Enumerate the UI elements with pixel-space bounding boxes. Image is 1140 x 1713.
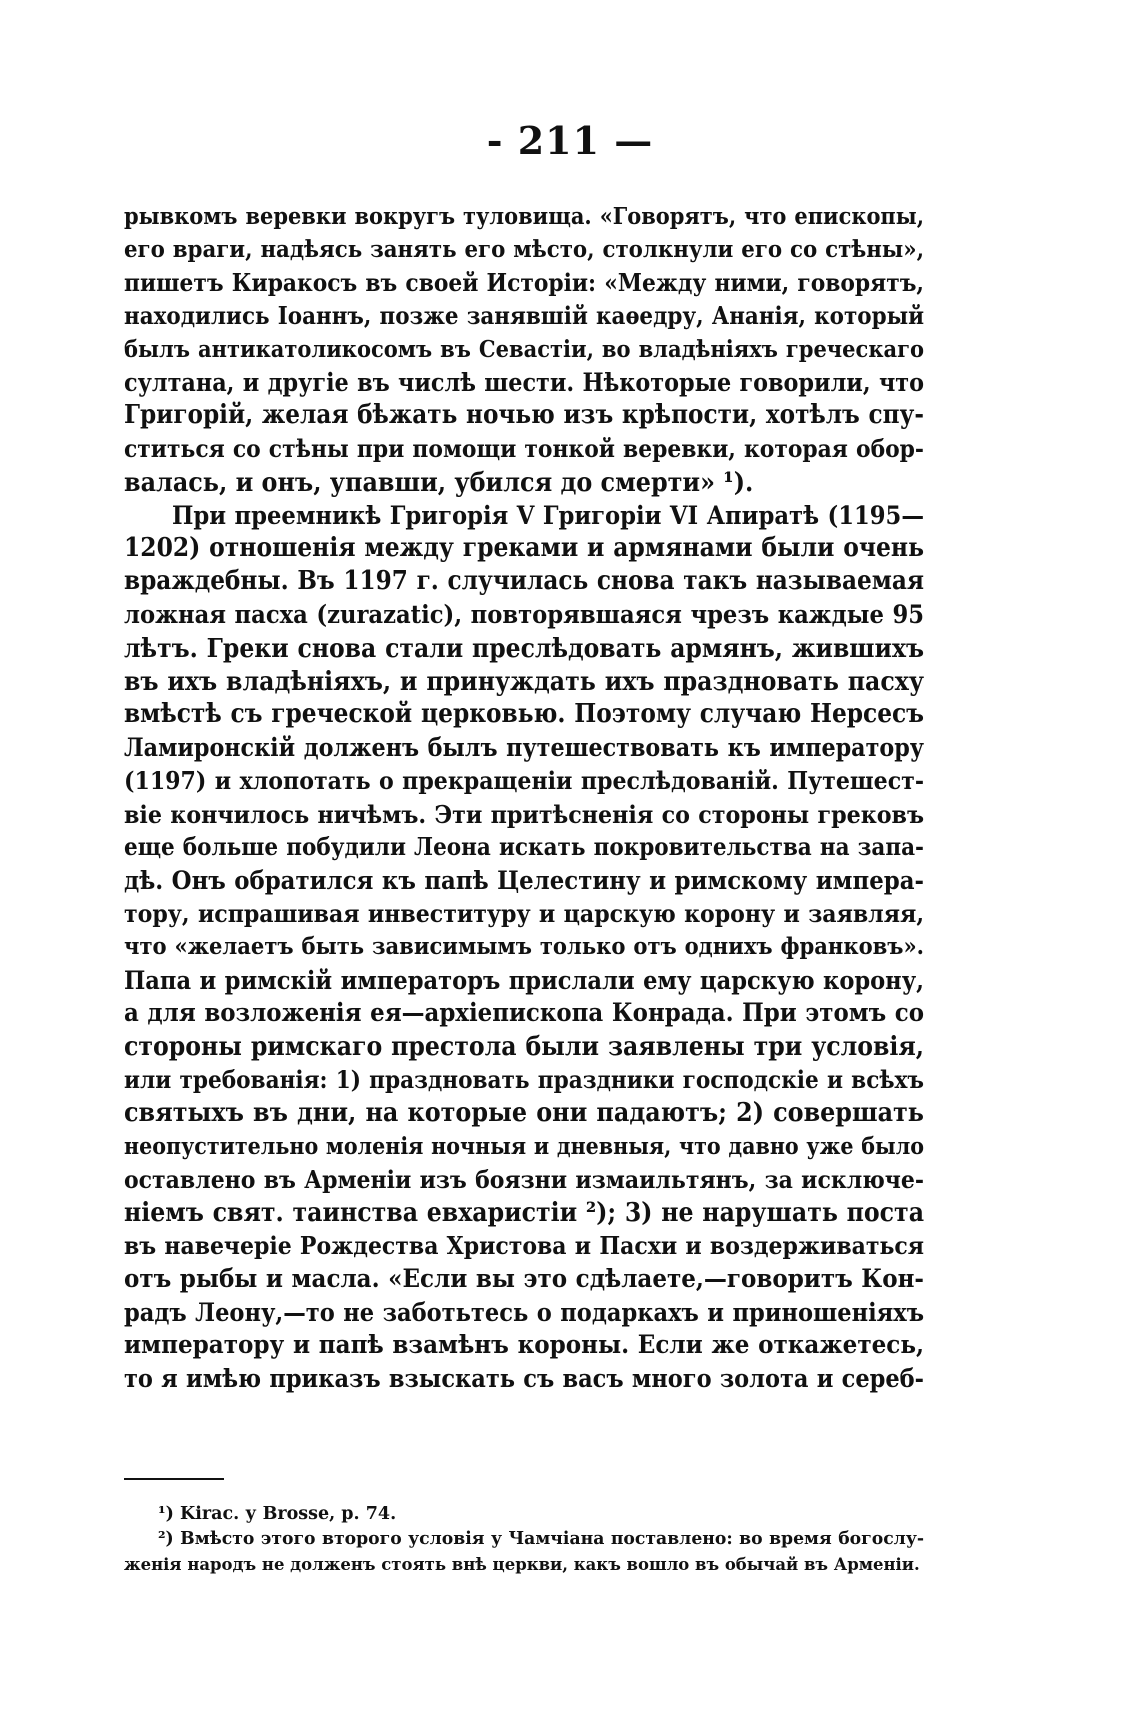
- text-line: былъ антикатоликосомъ въ Севастіи, во владѣніяхъ греческаго: [124, 334, 924, 363]
- text-line: віе кончилось ничѣмъ. Эти притѣсненія со стороны грековъ: [124, 799, 924, 829]
- text-line: Григорій, желая бѣжать ночью изъ крѣпости, хотѣлъ спу-: [124, 400, 924, 431]
- body-text: [124, 200, 924, 1395]
- footnote-line: ¹) Kirac. у Brosse, p. 74.: [158, 1504, 397, 1524]
- text-line: дѣ. Онъ обратился къ папѣ Целестину и римскому импера-: [124, 865, 924, 896]
- text-line: рывкомъ веревки вокругъ туловища. «Говорятъ, что епископы,: [124, 203, 924, 230]
- text-line: неопустительно моленія ночныя и дневныя, что давно уже было: [124, 1132, 924, 1160]
- footnote-divider: [124, 1478, 224, 1480]
- text-line: султана, и другіе въ числѣ шести. Нѣкоторые говорили, что: [124, 368, 924, 398]
- text-line: то я имѣю приказъ взыскать съ васъ много золота и сереб-: [124, 1364, 924, 1394]
- text-line: что «желаетъ быть зависимымъ только отъ однихъ франковъ».: [124, 932, 924, 961]
- text-line: При преемникѣ Григорія V Григоріи VI Апиратѣ (1195—: [172, 499, 924, 530]
- footnote-line: женія народъ не долженъ стоять внѣ церкви, какъ вошло въ обычай въ Арменіи.: [124, 1555, 920, 1574]
- text-line: еще больше побудили Леона искать покровительства на запа-: [124, 832, 924, 861]
- text-line: ложная пасха (zurazatic), повторявшаяся чрезъ каждые 95: [124, 599, 924, 630]
- text-line: Ламиронскій долженъ былъ путешествовать къ императору: [124, 733, 924, 763]
- text-line: императору и папѣ взамѣнъ короны. Если же откажетесь,: [124, 1329, 924, 1360]
- text-line: Папа и римскій императоръ прислали ему царскую корону,: [124, 964, 924, 995]
- text-line: вмѣстѣ съ греческой церковью. Поэтому случаю Нерсесъ: [124, 699, 924, 730]
- footnote-1: [124, 1502, 924, 1527]
- text-line: тору, испрашивая инвеституру и царскую корону и заявляя,: [124, 899, 924, 929]
- text-line: въ ихъ владѣніяхъ, и принуждать ихъ праздновать пасху: [124, 665, 924, 697]
- text-line: ніемъ свят. таинства евхаристіи ²); 3) не нарушать поста: [124, 1197, 924, 1229]
- text-line: стороны римскаго престола были заявлены три условія,: [124, 1031, 924, 1063]
- page-number: - 211 —: [486, 118, 654, 163]
- text-line: враждебны. Въ 1197 г. случилась снова такъ называемая: [124, 566, 924, 597]
- text-line: ститься со стѣны при помощи тонкой веревки, которая обор-: [124, 434, 924, 464]
- text-line: святыхъ въ дни, на которые они падаютъ; 2) совершать: [124, 1097, 924, 1129]
- text-line: его враги, надѣясь занять его мѣсто, столкнули его со стѣны»,: [124, 235, 924, 264]
- text-line: въ навечеріе Рождества Христова и Пасхи и воздерживаться: [124, 1231, 924, 1261]
- paragraph-2: [124, 499, 924, 1395]
- text-line: пишетъ Киракосъ въ своей Исторіи: «Между ними, говорятъ,: [124, 268, 924, 298]
- footnote-2: [124, 1527, 924, 1577]
- paragraph-1: [124, 200, 924, 499]
- text-line: валась, и онъ, упавши, убился до смерти» ¹).: [124, 466, 754, 498]
- text-line: или требованія: 1) праздновать праздники господскіе и всѣхъ: [124, 1065, 924, 1095]
- footnotes: [124, 1502, 924, 1577]
- text-line: радъ Леону,—то не заботьтесь о подаркахъ и приношеніяхъ: [124, 1296, 924, 1327]
- footnote-line: ²) Вмѣсто этого второго условія у Чамчіана поставлено: во время богослу-: [158, 1529, 924, 1549]
- text-line: а для возложенія ея—архіепископа Конрада. При этомъ со: [124, 997, 924, 1028]
- text-line: (1197) и хлопотать о прекращеніи преслѣдованій. Путешест-: [124, 766, 924, 796]
- text-line: оставлено въ Арменіи изъ боязни измаильтянъ, за исключе-: [124, 1164, 924, 1194]
- text-line: отъ рыбы и масла. «Если вы это сдѣлаете,—говоритъ Кон-: [124, 1263, 924, 1294]
- text-line: находились Іоаннъ, позже занявшій каѳедру, Ананія, который: [124, 301, 924, 330]
- text-line: лѣтъ. Греки снова стали преслѣдовать армянъ, жившихъ: [124, 632, 924, 664]
- text-line: 1202) отношенія между греками и армянами были очень: [124, 533, 924, 564]
